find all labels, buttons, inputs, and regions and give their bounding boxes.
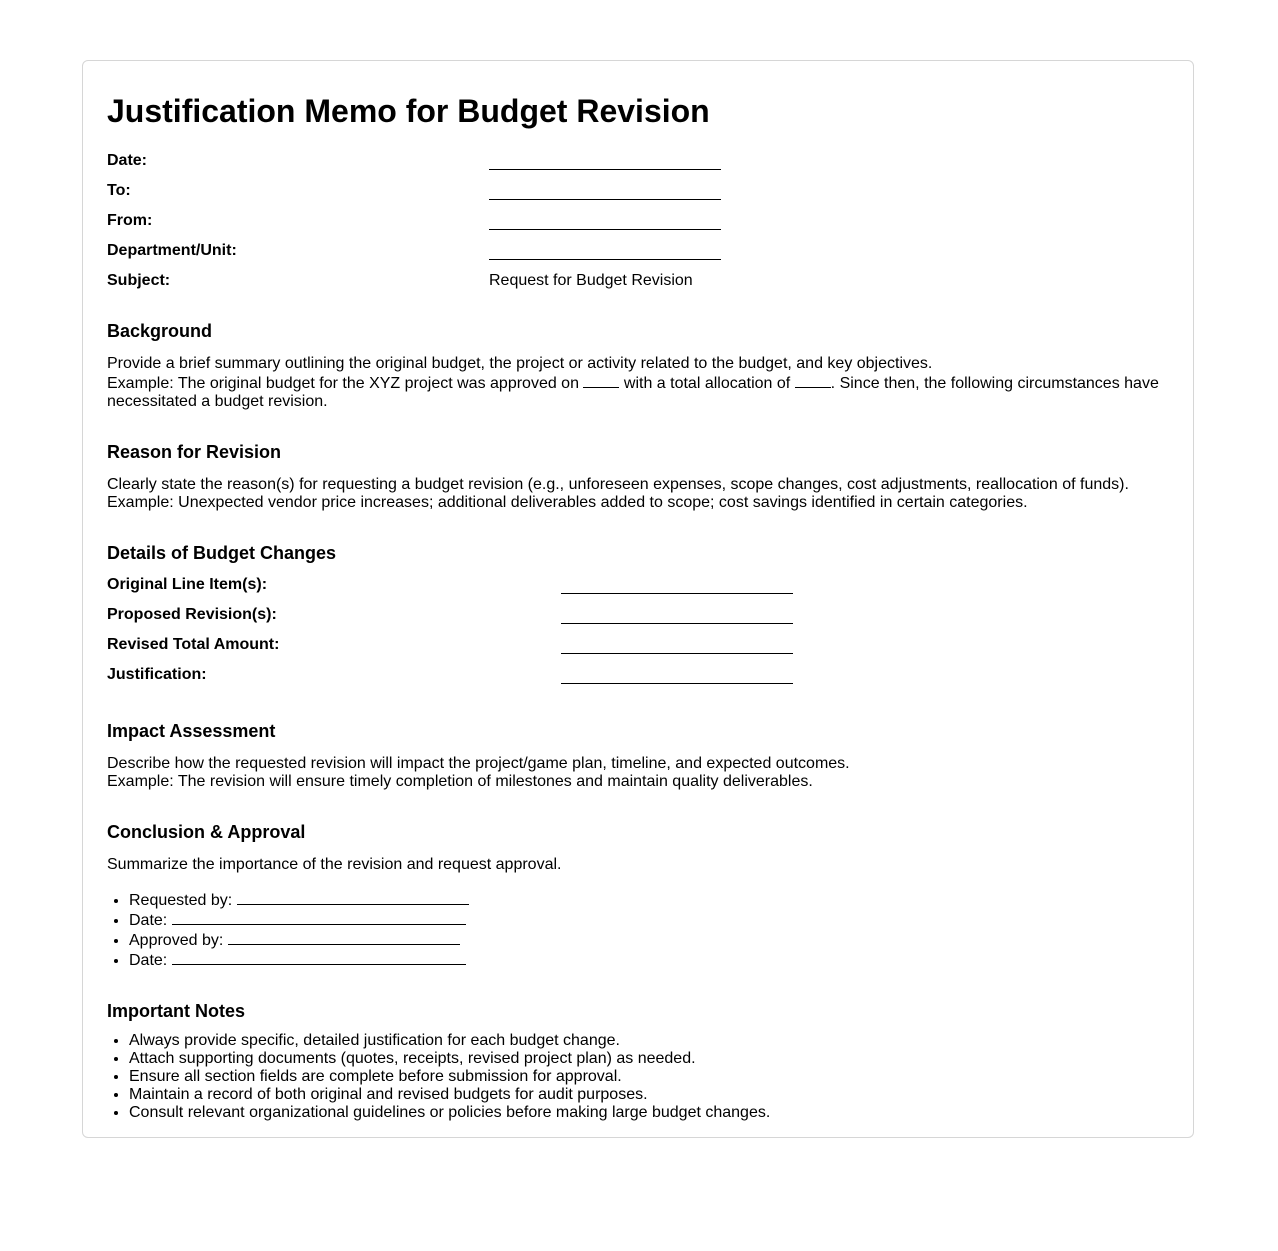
- request-date-blank: [172, 910, 466, 925]
- original-line-items-blank: [561, 570, 793, 594]
- justification-row: [107, 660, 1169, 690]
- list-item: • Attach supporting documents (quotes, receipts, revised project plan) as needed.: [129, 1050, 1169, 1068]
- proposed-revisions-label: Proposed Revision(s):: [107, 606, 277, 623]
- department-field-row: [107, 236, 1169, 266]
- to-field-row: [107, 176, 1169, 206]
- from-label: From:: [107, 212, 153, 229]
- proposed-revisions-blank: [561, 600, 793, 624]
- original-line-items-row: [107, 570, 1169, 600]
- reason-line2: Example: Unexpected vendor price increases; additional deliverables added to scope; cost savings identified in certain categories.: [107, 494, 1028, 511]
- justification-blank: [561, 660, 793, 684]
- impact-section: [107, 720, 1169, 791]
- requested-by-blank: [237, 890, 469, 905]
- revised-total-blank: [561, 630, 793, 654]
- notes-list: [107, 1032, 1169, 1122]
- requested-by-label: Requested by:: [129, 892, 233, 909]
- header-fields: [107, 146, 1169, 296]
- background-section: [107, 320, 1169, 411]
- impact-line2: Example: The revision will ensure timely completion of milestones and maintain quality deliverables.: [107, 773, 813, 790]
- date-field-row: [107, 146, 1169, 176]
- from-blank-line: [489, 206, 721, 230]
- subject-value: Request for Budget Revision: [489, 272, 693, 289]
- department-label: Department/Unit:: [107, 242, 237, 259]
- background-example-b: with a total allocation of: [623, 375, 791, 392]
- list-item: [129, 890, 1169, 910]
- impact-text: [107, 755, 1169, 791]
- date-label: Date:: [107, 152, 148, 169]
- notes-heading: Important Notes: [107, 1001, 246, 1021]
- approval-list: [107, 890, 1169, 970]
- subject-field-row: [107, 266, 1169, 296]
- list-item: • Always provide specific, detailed justification for each budget change.: [129, 1032, 1169, 1050]
- approved-by-blank: [228, 930, 460, 945]
- to-label: To:: [107, 182, 131, 199]
- list-item: [129, 910, 1169, 930]
- approval-date-blank: [172, 950, 466, 965]
- to-blank-line: [489, 176, 721, 200]
- revised-total-label: Revised Total Amount:: [107, 636, 280, 653]
- background-line1: Provide a brief summary outlining the original budget, the project or activity related to the budget, and key objectives.: [107, 355, 933, 372]
- notes-section: [107, 1000, 1169, 1122]
- reason-text: [107, 476, 1169, 512]
- page-title: Justification Memo for Budget Revision: [107, 93, 710, 129]
- list-item: [129, 950, 1169, 970]
- reason-heading: Reason for Revision: [107, 442, 282, 462]
- proposed-revisions-row: [107, 600, 1169, 630]
- details-section: [107, 542, 1169, 690]
- list-item: [129, 930, 1169, 950]
- conclusion-heading: Conclusion & Approval: [107, 822, 306, 842]
- request-date-label: Date:: [129, 912, 168, 929]
- revised-total-row: [107, 630, 1169, 660]
- approved-by-label: Approved by:: [129, 932, 224, 949]
- background-heading: Background: [107, 321, 213, 341]
- department-blank-line: [489, 236, 721, 260]
- memo-card: [82, 60, 1194, 1138]
- reason-section: [107, 441, 1169, 512]
- background-example-a: Example: The original budget for the XYZ project was approved on: [107, 375, 579, 392]
- conclusion-line1: Summarize the importance of the revision and request approval.: [107, 856, 562, 873]
- background-text: [107, 355, 1169, 411]
- background-example-c: . Since then, the following circumstances have necessitated a budget revision.: [107, 375, 1159, 410]
- details-fields: [107, 570, 1169, 690]
- justification-label: Justification:: [107, 666, 207, 683]
- date-blank-line: [489, 146, 721, 170]
- approval-date-label: Date:: [129, 952, 168, 969]
- from-field-row: [107, 206, 1169, 236]
- conclusion-section: [107, 821, 1169, 970]
- list-item: • Ensure all section fields are complete before submission for approval.: [129, 1068, 1169, 1086]
- list-item: • Consult relevant organizational guidelines or policies before making large budget changes.: [129, 1104, 1169, 1122]
- list-item: • Maintain a record of both original and revised budgets for audit purposes.: [129, 1086, 1169, 1104]
- subject-label: Subject:: [107, 272, 171, 289]
- approval-date-blank: [583, 373, 619, 388]
- impact-heading: Impact Assessment: [107, 721, 276, 741]
- impact-line1: Describe how the requested revision will impact the project/game plan, timeline, and expected outcomes.: [107, 755, 850, 772]
- details-heading: Details of Budget Changes: [107, 543, 337, 563]
- reason-line1: Clearly state the reason(s) for requesting a budget revision (e.g., unforeseen expenses, scope changes, cost adjustments, reallocation of funds).: [107, 476, 1129, 493]
- original-line-items-label: Original Line Item(s):: [107, 576, 268, 593]
- allocation-blank: [795, 373, 831, 388]
